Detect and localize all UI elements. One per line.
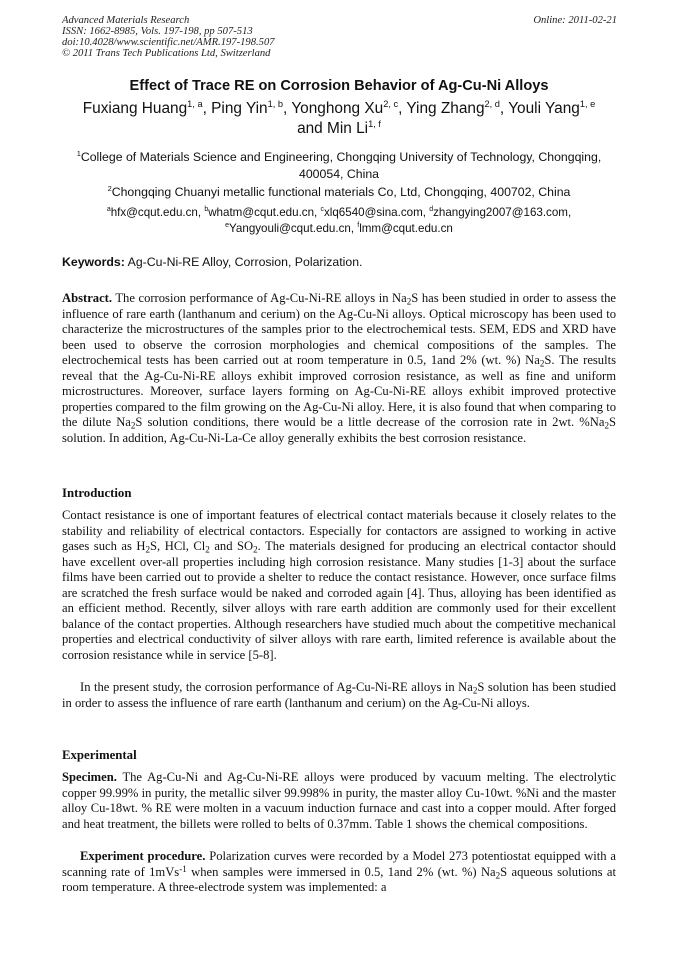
subscript: 2	[253, 544, 258, 555]
subscript: 2	[205, 544, 210, 555]
author-affil-mark: 2, c	[383, 98, 399, 109]
text-run: S solution. In addition, Ag-Cu-Ni-La-Ce alloy generally exhibits the best corrosion resistance.	[62, 415, 616, 445]
subscript: 2	[539, 358, 545, 369]
text-run: In the present study, the corrosion performance of Ag-Cu-Ni-RE alloys in Na	[80, 680, 473, 694]
author-affil-mark: 1, f	[368, 118, 381, 129]
issn-line: ISSN: 1662-8985, Vols. 197-198, pp 507-513	[62, 26, 253, 37]
subscript: 2	[495, 869, 501, 880]
author-separator: ,	[398, 100, 407, 117]
online-date: Online: 2011-02-21	[533, 15, 617, 26]
text-run: and SO	[209, 539, 254, 553]
email-mark: f	[357, 222, 360, 230]
text-run: when samples were immersed in 0.5, 1and 2% (wt. %) Na	[186, 864, 496, 879]
email-mark: b	[204, 206, 209, 214]
email-mark: a	[106, 206, 111, 214]
procedure-label: Experiment procedure.	[80, 849, 206, 863]
author-separator: ,	[283, 100, 292, 117]
author-affil-mark: 1, e	[579, 98, 596, 109]
email-address[interactable]: Yangyouli@cqut.edu.cn,	[229, 222, 358, 235]
affiliation-text: Chongqing Chuanyi metallic functional materials Co, Ltd, Chongqing, 400702, China	[111, 185, 571, 199]
author-name: Fuxiang Huang	[82, 100, 188, 117]
email-mark: c	[320, 206, 324, 214]
journal-header	[62, 15, 617, 59]
abstract-label: Abstract.	[62, 291, 113, 305]
subscript: 2	[406, 296, 412, 307]
introduction-paragraph-2	[62, 680, 616, 711]
paper-title: Effect of Trace RE on Corrosion Behavior of Ag-Cu-Ni Alloys	[129, 78, 549, 94]
text-run: S aqueous solutions at room temperature. A three-electrode system was implemented: a	[62, 864, 617, 894]
author-affil-mark: 1, b	[267, 98, 284, 109]
author-list	[40, 99, 638, 139]
affiliation-1	[62, 149, 616, 183]
email-address[interactable]: lmm@cqut.edu.cn	[359, 222, 453, 235]
affiliation-text: College of Materials Science and Engineering, Chongqing University of Technology, Chongqing,	[80, 150, 602, 164]
introduction-heading: Introduction	[62, 486, 132, 500]
keywords-text: Ag-Cu-Ni-RE Alloy, Corrosion, Polarization.	[124, 255, 363, 269]
experimental-heading: Experimental	[62, 748, 137, 762]
author-separator: ,	[202, 100, 212, 117]
text-run: Polarization curves were recorded by a Model 273 potentiostat equipped with a scanning rate of 1mVs	[62, 849, 616, 879]
affiliation-mark: 1	[76, 148, 81, 158]
email-address[interactable]: whatm@cqut.edu.cn,	[208, 206, 321, 219]
procedure-paragraph	[62, 849, 616, 896]
author-name: Yonghong Xu	[291, 100, 384, 117]
text-run: S, HCl, Cl	[150, 539, 206, 553]
author-name: and Min Li	[297, 120, 369, 137]
text-run: Contact resistance is one of important features of electrical contact materials because it closely relates to the stability and reliability of electrical contactors. Especially for contactors are assigned to working in active gases such as H	[62, 508, 616, 553]
journal-name: Advanced Materials Research	[62, 15, 190, 26]
subscript: 2	[145, 544, 151, 555]
subscript: 2	[130, 420, 136, 431]
text-run: The corrosion performance of Ag-Cu-Ni-RE alloys in Na	[112, 291, 407, 305]
specimen-label: Specimen.	[62, 770, 117, 784]
email-address[interactable]: xlq6540@sina.com,	[323, 206, 430, 219]
email-address[interactable]: hfx@cqut.edu.cn,	[110, 206, 205, 219]
email-mark: d	[429, 206, 434, 214]
author-name: Ping Yin	[211, 100, 268, 117]
copyright-line: © 2011 Trans Tech Publications Ltd, Switzerland	[62, 48, 271, 59]
affiliation-mark: 2	[107, 183, 112, 193]
text-run: S has been studied in order to assess the influence of rare earth (lanthanum and cerium) on the Ag-Cu-Ni alloys. Optical microscopy has been used to characterize the microstructures of the samples prior to the electrochemical tests. SEM, EDS and XRD have been used to observe the corrosion morphologies and chemical compositions of the samples. The electrochemical tests has been carried out at room temperature in 0.5, 1and 2% (wt. %) Na	[62, 291, 616, 367]
author-affil-mark: 1, a	[187, 98, 203, 109]
superscript: -1	[179, 863, 187, 874]
author-name: Youli Yang	[508, 100, 580, 117]
introduction-paragraph-1	[62, 508, 616, 663]
email-address[interactable]: zhangying2007@163.com,	[433, 206, 572, 219]
text-run: . The materials designed for producing an electrical contactor should have excellent over-all properties including high corrosion resistance. Many studies [1-3] about the surface films have been carried out to provide a shelter to reduce the contact resistance. However, once surface films are scratched the fresh surface would be naked and corroded again [4]. Thus, alloying has been identified as an efficient method. Recently, silver alloys with rare earth addition are commonly used for their excellent balance of the contact properties. Although researchers have studied much about the competitive mechanical properties and electrical conductivity of silver alloys with rare earth, limited reference is available about the corrosion resistance while in service [5-8].	[62, 539, 616, 662]
text-run: The Ag-Cu-Ni and Ag-Cu-Ni-RE alloys were produced by vacuum melting. The electrolytic copper 99.99% in purity, the metallic silver 99.998% in purity, the master alloy Cu-10wt. %Ni and the master alloy Cu-18wt. % RE were molten in a vacuum induction furnace and cast into a copper mould. After forged and heat treatment, the billets were rolled to belts of 0.37mm. Table 1 shows the chemical compositions.	[62, 770, 616, 831]
affiliation-text: 400054, China	[299, 167, 379, 181]
text-run: S. The results reveal that the Ag-Cu-Ni-RE alloys exhibit improved corrosion resistance, as well as fine and uniform microstructures. Moreover, surface layers forming on Ag-Cu-Ni-RE alloys exhibit improved protective properties compared to the film growing on the Ag-Cu-Ni alloy. Here, it is also found that when comparing to the dilute Na	[62, 353, 617, 429]
author-emails	[62, 205, 616, 237]
subscript: 2	[472, 685, 478, 696]
author-name: Ying Zhang	[406, 100, 485, 117]
abstract-paragraph	[62, 291, 616, 446]
author-affil-mark: 2, d	[484, 98, 500, 109]
subscript: 2	[604, 420, 609, 431]
text-run: S solution has been studied in order to assess the influence of rare earth (lanthanum and cerium) on the Ag-Cu-Ni alloys.	[62, 680, 616, 710]
keywords	[62, 255, 616, 269]
author-separator: ,	[499, 100, 509, 117]
specimen-paragraph	[62, 770, 616, 832]
text-run: S solution conditions, there would be a little decrease of the corrosion rate in 2wt. %Na	[135, 415, 605, 429]
keywords-label: Keywords:	[62, 255, 125, 269]
email-mark: e	[225, 222, 230, 230]
doi-line: doi:10.4028/www.scientific.net/AMR.197-198.507	[62, 37, 275, 48]
affiliation-2	[62, 184, 616, 201]
